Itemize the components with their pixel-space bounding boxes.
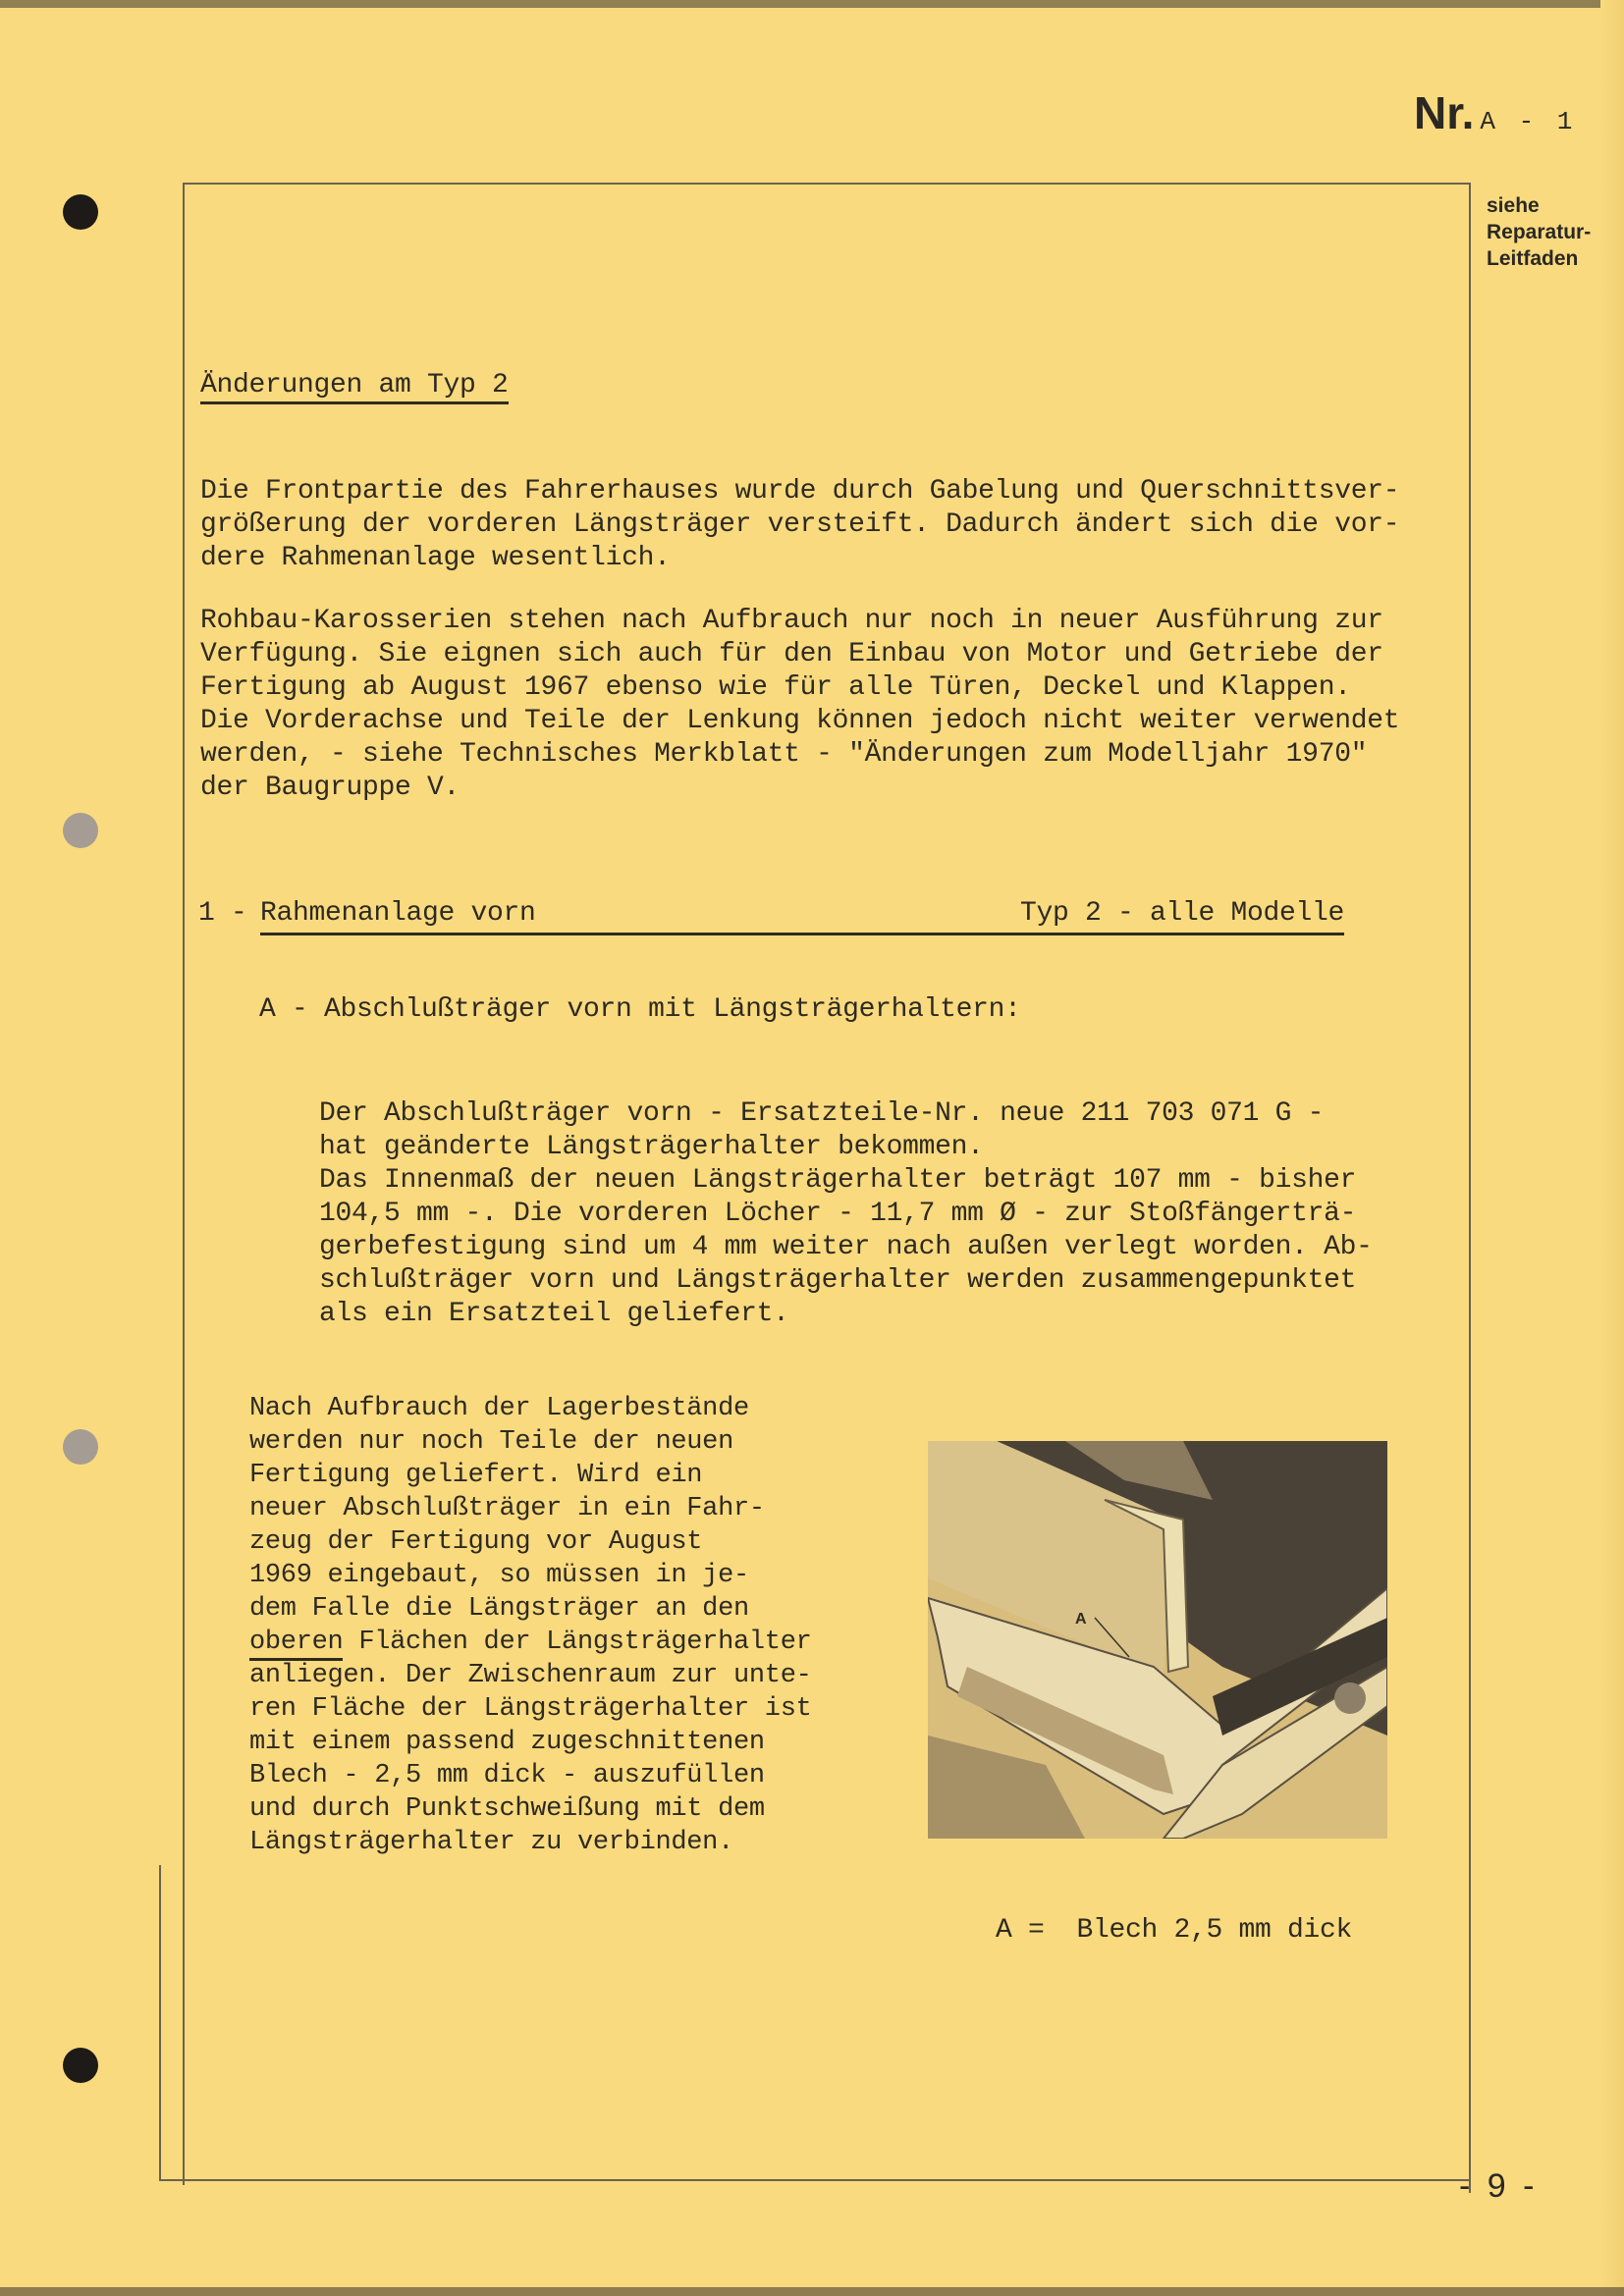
intro-paragraph-2 (200, 605, 1399, 805)
intro-paragraph-1 (200, 475, 1399, 575)
text-line: 104,5 mm -. Die vorderen Löcher - 11,7 mm Ø - zur Stoßfängerträ- (319, 1199, 1357, 1229)
frame-line (183, 183, 185, 2185)
side-note-line: Reparatur- (1487, 221, 1592, 243)
text-line: werden, - siehe Technisches Merkblatt - "Änderungen zum Modelljahr 1970" (200, 739, 1368, 770)
caption-text: A = Blech 2,5 mm dick (996, 1915, 1353, 1946)
section-title: Rahmenanlage vorn (260, 898, 536, 929)
scan-top-edge (0, 0, 1624, 8)
text-line: Die Frontpartie des Fahrerhauses wurde durch Gabelung und Querschnittsver- (200, 476, 1400, 507)
side-note-line: siehe (1487, 194, 1540, 217)
photo-caption (996, 1914, 1352, 1948)
subsection-a (259, 993, 1021, 1027)
section-number: 1 - (198, 898, 264, 929)
punch-hole (63, 194, 98, 230)
text-line: gerbefestigung sind um 4 mm weiter nach außen verlegt worden. Ab- (319, 1232, 1373, 1262)
text-line: dem Falle die Längsträger an den (249, 1594, 749, 1624)
text-line: der Baugruppe V. (200, 773, 460, 803)
text-line: und durch Punktschweißung mit dem (249, 1794, 765, 1824)
frame-line (183, 183, 1469, 185)
nr-label: Nr. (1414, 87, 1475, 138)
section-scope: Typ 2 - alle Modelle (1019, 898, 1344, 929)
text-line: Fertigung geliefert. Wird ein (249, 1461, 703, 1490)
document-number (1414, 86, 1576, 139)
frame-line (159, 2179, 1471, 2181)
text-line: werden nur noch Teile der neuen (249, 1427, 733, 1457)
text-line: als ein Ersatzteil geliefert. (319, 1299, 789, 1329)
text-line: zeug der Fertigung vor August (249, 1527, 703, 1557)
frame-line (159, 1865, 161, 2181)
text-line: Das Innenmaß der neuen Längsträgerhalter beträgt 107 mm - bisher (319, 1165, 1357, 1196)
text-line: schlußträger vorn und Längsträgerhalter werden zusammengepunktet (319, 1265, 1357, 1296)
heading-text: Änderungen am Typ 2 (200, 370, 509, 404)
scan-bottom-edge (0, 2287, 1624, 2296)
subsection-a-paragraph (319, 1097, 1373, 1331)
section-1-heading (198, 897, 263, 931)
photo (928, 1441, 1387, 1839)
text-line: Längsträgerhalter zu verbinden. (249, 1828, 733, 1857)
frame-line (1469, 183, 1471, 2193)
left-column-text (249, 1392, 812, 1859)
subsection-a-title: A - Abschlußträger vorn mit Längsträgerhaltern: (259, 994, 1021, 1025)
photo-frame-rail (928, 1441, 1387, 1839)
punch-hole (63, 2048, 98, 2083)
text-line: Verfügung. Sie eignen sich auch für den Einbau von Motor und Getriebe der (200, 639, 1383, 669)
text-line: neuer Abschlußträger in ein Fahr- (249, 1494, 765, 1523)
scan-right-edge (1600, 0, 1624, 2296)
page-number: - 9 - (1459, 2167, 1539, 2205)
text-line: hat geänderte Längsträgerhalter bekommen. (319, 1132, 984, 1162)
punch-hole (63, 1429, 98, 1465)
text-line: größerung der vorderen Längsträger versteift. Dadurch ändert sich die vor- (200, 509, 1400, 540)
text-line (249, 1626, 812, 1659)
text-line: Die Vorderachse und Teile der Lenkung können jedoch nicht weiter verwendet (200, 706, 1400, 736)
text-line: dere Rahmenanlage wesentlich. (200, 543, 671, 573)
section-1-title-row (260, 897, 1344, 935)
side-note (1487, 192, 1591, 272)
nr-value: A - 1 (1480, 107, 1577, 136)
text-line: ren Fläche der Längsträgerhalter ist (249, 1694, 812, 1724)
text-line: Rohbau-Karosserien stehen nach Aufbrauch nur noch in neuer Ausführung zur (200, 606, 1383, 636)
text-line: Blech - 2,5 mm dick - auszufüllen (249, 1761, 765, 1790)
text-fragment: Flächen der Längsträgerhalter (343, 1628, 812, 1657)
photo-label-a: A (1075, 1611, 1087, 1628)
text-line: 1969 eingebaut, so müssen in je- (249, 1561, 749, 1590)
side-note-line: Leitfaden (1487, 247, 1579, 270)
text-line: mit einem passend zugeschnittenen (249, 1728, 765, 1757)
text-line: Der Abschlußträger vorn - Ersatzteile-Nr. neue 211 703 071 G - (319, 1098, 1325, 1129)
underlined-word: oberen (249, 1628, 343, 1661)
text-line: Fertigung ab August 1967 ebenso wie für alle Türen, Deckel und Klappen. (200, 672, 1351, 703)
text-line: Nach Aufbrauch der Lagerbestände (249, 1394, 749, 1423)
punch-hole (63, 813, 98, 848)
section-heading (200, 369, 509, 402)
text-line: anliegen. Der Zwischenraum zur unte- (249, 1661, 812, 1690)
